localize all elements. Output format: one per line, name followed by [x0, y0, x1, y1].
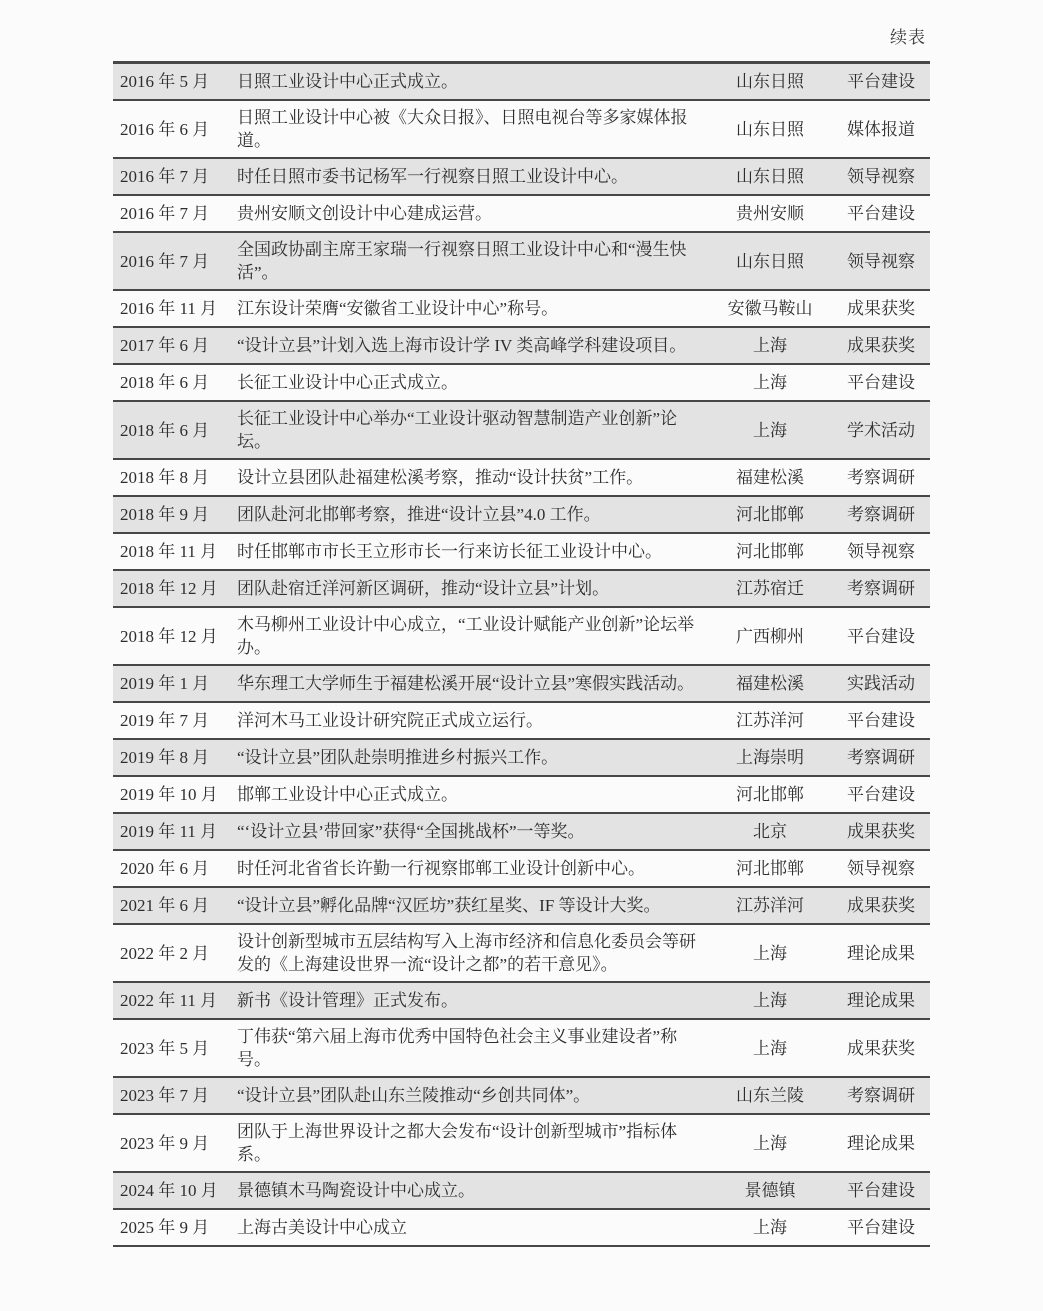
category-cell: 考察调研 — [847, 468, 915, 487]
date-cell: 2018 年 12 月 — [120, 626, 218, 646]
location-cell: 河北邯郸 — [736, 505, 804, 524]
table-row — [113, 159, 930, 196]
table-row — [113, 703, 930, 740]
category-cell: 成果获奖 — [847, 896, 915, 915]
category-cell: 领导视察 — [847, 859, 915, 878]
date-cell: 2016 年 7 月 — [120, 167, 210, 186]
date-cell: 2022 年 2 月 — [120, 943, 210, 963]
table-sheet — [113, 27, 930, 1247]
table-row — [113, 196, 930, 233]
category-cell: 领导视察 — [847, 542, 915, 561]
date-cell: 2018 年 6 月 — [120, 420, 210, 440]
category-cell: 平台建设 — [847, 204, 915, 223]
location-cell: 山东日照 — [736, 167, 804, 186]
table-row — [113, 497, 930, 534]
date-cell: 2024 年 10 月 — [120, 1181, 218, 1200]
category-cell: 实践活动 — [847, 674, 915, 693]
category-cell: 平台建设 — [847, 373, 915, 392]
location-cell: 上海 — [753, 1218, 787, 1237]
table-row — [113, 1115, 930, 1173]
category-cell: 考察调研 — [847, 748, 915, 767]
table-row — [113, 534, 930, 571]
timeline-table — [113, 61, 930, 1247]
event-cell: 贵州安顺文创设计中心建成运营。 — [237, 204, 492, 223]
category-cell: 平台建设 — [847, 711, 915, 730]
date-cell: 2018 年 6 月 — [120, 373, 210, 392]
location-cell: 山东兰陵 — [736, 1086, 804, 1105]
table-row — [113, 983, 930, 1020]
table-row — [113, 925, 930, 983]
category-cell: 平台建设 — [847, 785, 915, 804]
table-row — [113, 291, 930, 328]
event-cell: 上海古美设计中心成立 — [237, 1218, 407, 1237]
location-cell: 上海 — [753, 336, 787, 355]
date-cell: 2018 年 12 月 — [120, 579, 218, 598]
table-row — [113, 1078, 930, 1115]
category-cell: 理论成果 — [847, 943, 915, 963]
location-cell: 上海 — [753, 1038, 787, 1058]
table-row — [113, 888, 930, 925]
table-row — [113, 101, 930, 159]
date-cell: 2016 年 11 月 — [120, 299, 218, 318]
location-cell: 福建松溪 — [736, 468, 804, 487]
category-cell: 考察调研 — [847, 579, 915, 598]
category-cell: 平台建设 — [847, 626, 915, 646]
location-cell: 山东日照 — [736, 251, 804, 271]
event-cell: 邯郸工业设计中心正式成立。 — [237, 785, 458, 804]
date-cell: 2018 年 9 月 — [120, 505, 210, 524]
date-cell: 2019 年 7 月 — [120, 711, 210, 730]
event-cell: 设计立县团队赴福建松溪考察，推动“设计扶贫”工作。 — [237, 468, 644, 487]
category-cell: 考察调研 — [847, 1086, 915, 1105]
date-cell: 2021 年 6 月 — [120, 896, 210, 915]
table-row — [113, 740, 930, 777]
event-cell: 长征工业设计中心举办“工业设计驱动智慧制造产业创新”论坛。 — [237, 409, 678, 451]
table-row — [113, 608, 930, 666]
event-cell: “设计立县”孵化品牌“汉匠坊”获红星奖、IF 等设计大奖。 — [237, 896, 661, 915]
table-row — [113, 814, 930, 851]
date-cell: 2023 年 9 月 — [120, 1133, 210, 1153]
location-cell: 上海 — [753, 943, 787, 963]
event-cell: 团队赴河北邯郸考察，推进“设计立县”4.0 工作。 — [237, 505, 601, 524]
date-cell: 2017 年 6 月 — [120, 336, 210, 355]
table-row — [113, 64, 930, 101]
event-cell: 时任邯郸市市长王立形市长一行来访长征工业设计中心。 — [237, 542, 662, 561]
location-cell: 安徽马鞍山 — [727, 299, 813, 318]
category-cell: 理论成果 — [847, 991, 915, 1010]
event-cell: 时任日照市委书记杨军一行视察日照工业设计中心。 — [237, 167, 628, 186]
category-cell: 领导视察 — [847, 251, 915, 271]
event-cell: 木马柳州工业设计中心成立，“工业设计赋能产业创新”论坛举办。 — [237, 615, 695, 657]
event-cell: 日照工业设计中心正式成立。 — [237, 72, 458, 91]
event-cell: 丁伟获“第六届上海市优秀中国特色社会主义事业建设者”称号。 — [237, 1027, 678, 1069]
event-cell: “设计立县”计划入选上海市设计学 IV 类高峰学科建设项目。 — [237, 336, 687, 355]
table-row — [113, 233, 930, 291]
date-cell: 2023 年 7 月 — [120, 1086, 210, 1105]
date-cell: 2016 年 7 月 — [120, 204, 210, 223]
event-cell: 全国政协副主席王家瑞一行视察日照工业设计中心和“漫生快活”。 — [237, 240, 687, 282]
date-cell: 2019 年 10 月 — [120, 785, 218, 804]
event-cell: 新书《设计管理》正式发布。 — [237, 991, 458, 1010]
continued-table-label: 续表 — [890, 28, 926, 47]
location-cell: 福建松溪 — [736, 674, 804, 693]
location-cell: 上海 — [753, 373, 787, 392]
table-row — [113, 460, 930, 497]
event-cell: 洋河木马工业设计研究院正式成立运行。 — [237, 711, 543, 730]
event-cell: 景德镇木马陶瓷设计中心成立。 — [237, 1181, 475, 1200]
location-cell: 贵州安顺 — [736, 204, 804, 223]
event-cell: 华东理工大学师生于福建松溪开展“设计立县”寒假实践活动。 — [237, 674, 695, 693]
event-cell: “设计立县”团队赴山东兰陵推动“乡创共同体”。 — [237, 1086, 591, 1105]
event-cell: 时任河北省省长许勤一行视察邯郸工业设计创新中心。 — [237, 859, 645, 878]
category-cell: 平台建设 — [847, 1181, 915, 1200]
date-cell: 2019 年 1 月 — [120, 674, 210, 693]
location-cell: 江苏洋河 — [736, 711, 804, 730]
date-cell: 2018 年 8 月 — [120, 468, 210, 487]
category-cell: 成果获奖 — [847, 822, 915, 841]
table-row — [113, 777, 930, 814]
event-cell: “设计立县”团队赴崇明推进乡村振兴工作。 — [237, 748, 559, 767]
date-cell: 2016 年 5 月 — [120, 72, 210, 91]
date-cell: 2023 年 5 月 — [120, 1038, 210, 1058]
table-row — [113, 1210, 930, 1247]
table-row — [113, 1020, 930, 1078]
date-cell: 2016 年 6 月 — [120, 119, 210, 139]
category-cell: 领导视察 — [847, 167, 915, 186]
location-cell: 河北邯郸 — [736, 859, 804, 878]
event-cell: 团队于上海世界设计之都大会发布“设计创新型城市”指标体系。 — [237, 1122, 678, 1164]
date-cell: 2019 年 8 月 — [120, 748, 210, 767]
event-cell: 日照工业设计中心被《大众日报》、日照电视台等多家媒体报道。 — [237, 108, 688, 150]
location-cell: 江苏洋河 — [736, 896, 804, 915]
table-row — [113, 328, 930, 365]
location-cell: 河北邯郸 — [736, 542, 804, 561]
date-cell: 2019 年 11 月 — [120, 822, 218, 841]
location-cell: 山东日照 — [736, 119, 804, 139]
location-cell: 上海 — [753, 1133, 787, 1153]
event-cell: “‘设计立县’带回家”获得“全国挑战杯”一等奖。 — [237, 822, 585, 841]
date-cell: 2018 年 11 月 — [120, 542, 218, 561]
location-cell: 山东日照 — [736, 72, 804, 91]
table-row — [113, 666, 930, 703]
category-cell: 媒体报道 — [847, 119, 915, 139]
location-cell: 上海 — [753, 991, 787, 1010]
table-row — [113, 1173, 930, 1210]
category-cell: 平台建设 — [847, 72, 915, 91]
category-cell: 考察调研 — [847, 505, 915, 524]
location-cell: 北京 — [753, 822, 787, 841]
category-cell: 平台建设 — [847, 1218, 915, 1237]
location-cell: 江苏宿迁 — [736, 579, 804, 598]
event-cell: 江东设计荣膺“安徽省工业设计中心”称号。 — [237, 299, 559, 318]
date-cell: 2016 年 7 月 — [120, 251, 210, 271]
category-cell: 理论成果 — [847, 1133, 915, 1153]
category-cell: 成果获奖 — [847, 299, 915, 318]
table-row — [113, 365, 930, 402]
category-cell: 成果获奖 — [847, 1038, 915, 1058]
event-cell: 设计创新型城市五层结构写入上海市经济和信息化委员会等研发的《上海建设世界一流“设计之都”的若干意见》。 — [237, 932, 696, 974]
date-cell: 2020 年 6 月 — [120, 859, 210, 878]
event-cell: 长征工业设计中心正式成立。 — [237, 373, 458, 392]
category-cell: 学术活动 — [847, 420, 915, 440]
table-row — [113, 851, 930, 888]
location-cell: 河北邯郸 — [736, 785, 804, 804]
location-cell: 上海崇明 — [736, 748, 804, 767]
location-cell: 广西柳州 — [736, 626, 804, 646]
table-row — [113, 571, 930, 608]
category-cell: 成果获奖 — [847, 336, 915, 355]
date-cell: 2025 年 9 月 — [120, 1218, 210, 1237]
date-cell: 2022 年 11 月 — [120, 991, 218, 1010]
location-cell: 景德镇 — [744, 1181, 796, 1200]
event-cell: 团队赴宿迁洋河新区调研，推动“设计立县”计划。 — [237, 579, 610, 598]
table-row — [113, 402, 930, 460]
location-cell: 上海 — [753, 420, 787, 440]
